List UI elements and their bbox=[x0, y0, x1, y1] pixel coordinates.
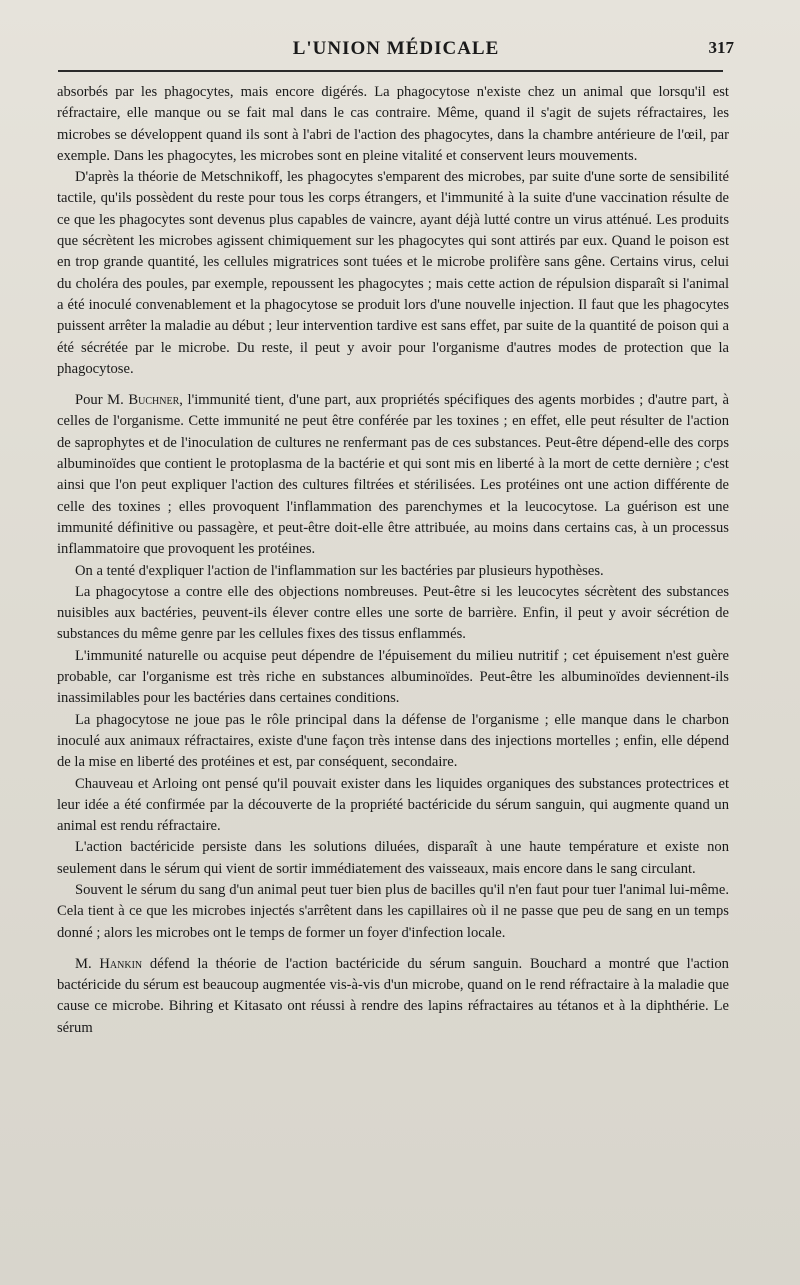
header-rule bbox=[58, 70, 723, 72]
author-name: Buchner bbox=[128, 392, 180, 409]
page-header bbox=[58, 34, 734, 68]
paragraph bbox=[57, 390, 729, 560]
paragraph-lead: Pour M. bbox=[75, 392, 129, 409]
paragraph bbox=[57, 954, 729, 1039]
paragraph: D'après la théorie de Metschnikoff, les phagocytes s'emparent des microbes, par suite d'une sorte de sensibilité tactile, qu'ils possèdent du reste pour tous les corps étrangers, et l'immunité à la suite d'une vaccination résulte de ce que les phagocytes sont devenus plus capables de vaincre, ayant déjà lutté contre un virus atténué. Les produits que sécrètent les microbes agissent chimiquement sur les phagocytes qui sont attirés par eux. Quand le poison est en trop grande quantité, les cellules migratrices sont tuées et le microbe prolifère sans gêne. Certains virus, celui du choléra des poules, par exemple, repoussent les phagocytes ; mais cette action de répulsion disparaît si l'animal a été inoculé convenablement et la phagocytose se produit lors d'une nouvelle injection. Il faut que les phagocytes puissent arrêter la maladie au début ; leur intervention tardive est sans effet, par suite de la quantité de poison qui a été sécrétée par le microbe. Du reste, il peut y avoir pour l'organisme d'autres modes de protection que la phagocytose. bbox=[57, 169, 729, 377]
paragraph-rest: , l'immunité tient, d'une part, aux propriétés spécifiques des agents morbides ; d'autre part, à celles de l'organisme. Cette immunité ne peut être conférée par les toxines ; en effet, elle peut résulter de l'action de saprophytes et de l'inoculation de cultures ne renfermant pas de ces substances. Peut-être dépend-elle des corps albuminoïdes que contient le protoplasma de la bactérie et qui sont mis en liberté à la mort de cette dernière ; c'est ainsi que l'on peut expliquer l'action des cultures filtrées et stérilisées. Les protéines ont une action différente de celle des toxines ; elles provoquent l'inflammation des parenchymes et la leucocytose. La guérison est une immunité définitive ou passagère, et peut-être doit-elle être attribuée, au moins dans certains cas, à un processus inflammatoire que provoquent les protéines. bbox=[57, 392, 729, 558]
page-number: 317 bbox=[708, 38, 734, 57]
paragraph-lead: M. bbox=[75, 955, 100, 972]
paragraph: L'action bactéricide persiste dans les solutions diluées, disparaît à une haute température et existe non seulement dans le sérum qui vient de sortir immédiatement des vaisseaux, mais encore dans le sang circulant. bbox=[57, 839, 729, 877]
author-name: Hankin bbox=[99, 955, 143, 972]
paragraph: L'immunité naturelle ou acquise peut dépendre de l'épuisement du milieu nutritif ; cet épuisement n'est guère probable, car l'organisme est très riche en substances albuminoïdes. Peut-être les albuminoïdes deviennent-ils inassimilables pour les bactéries dans certaines conditions. bbox=[57, 647, 729, 707]
paragraph-rest: défend la théorie de l'action bactéricide du sérum sanguin. Bouchard a montré que l'action bactéricide du sérum est beaucoup augmentée vis-à-vis d'un microbe, quand on le rend réfractaire à la maladie que cause ce microbe. Bihring et Kitasato ont réussi à rendre des lapins réfractaires au tétanos et à la diphthérie. Le sérum bbox=[57, 955, 729, 1036]
running-title: L'UNION MÉDICALE bbox=[292, 38, 500, 59]
paragraph: La phagocytose ne joue pas le rôle principal dans la défense de l'organisme ; elle manque dans le charbon inoculé aux animaux réfractaires, existe d'une façon très intense dans des injections mortelles ; enfin, elle dépend de la mise en liberté des protéines et est, par conséquent, secondaire. bbox=[57, 711, 729, 771]
paragraph: La phagocytose a contre elle des objections nombreuses. Peut-être si les leucocytes sécrètent des substances nuisibles aux bactéries, peuvent-ils élever contre elles une sorte de barrière. Enfin, il peut y avoir sécrétion de substances du même genre par les cellules fixes des tissus enflammés. bbox=[57, 583, 729, 643]
paragraph: On a tenté d'expliquer l'action de l'inflammation sur les bactéries par plusieurs hypothèses. bbox=[75, 562, 604, 579]
paragraph: Souvent le sérum du sang d'un animal peut tuer bien plus de bacilles qu'il n'en faut pour tuer l'animal lui-même. Cela tient à ce que les microbes injectés s'arrêtent dans les capillaires où il ne passe que peu de sang en un temps donné ; alors les microbes ont le temps de former un foyer d'infection locale. bbox=[57, 881, 729, 941]
article-body bbox=[57, 82, 729, 1039]
paragraph: Chauveau et Arloing ont pensé qu'il pouvait exister dans les liquides organiques des substances protectrices et leur idée a été confirmée par la découverte de la propriété bactéricide du sérum sanguin, qui augmente quand un animal est rendu réfractaire. bbox=[57, 775, 729, 835]
paragraph: absorbés par les phagocytes, mais encore digérés. La phagocytose n'existe chez un animal que lorsqu'il est réfractaire, elle manque ou se fait mal dans le cas contraire. Même, quand il s'agit de sujets réfractaires, les microbes se développent quand ils sont à l'abri de l'action des phagocytes, dans la chambre antérieure de l'œil, par exemple. Dans les phagocytes, les microbes sont en pleine vitalité et conservent leurs mouvements. bbox=[57, 84, 729, 164]
